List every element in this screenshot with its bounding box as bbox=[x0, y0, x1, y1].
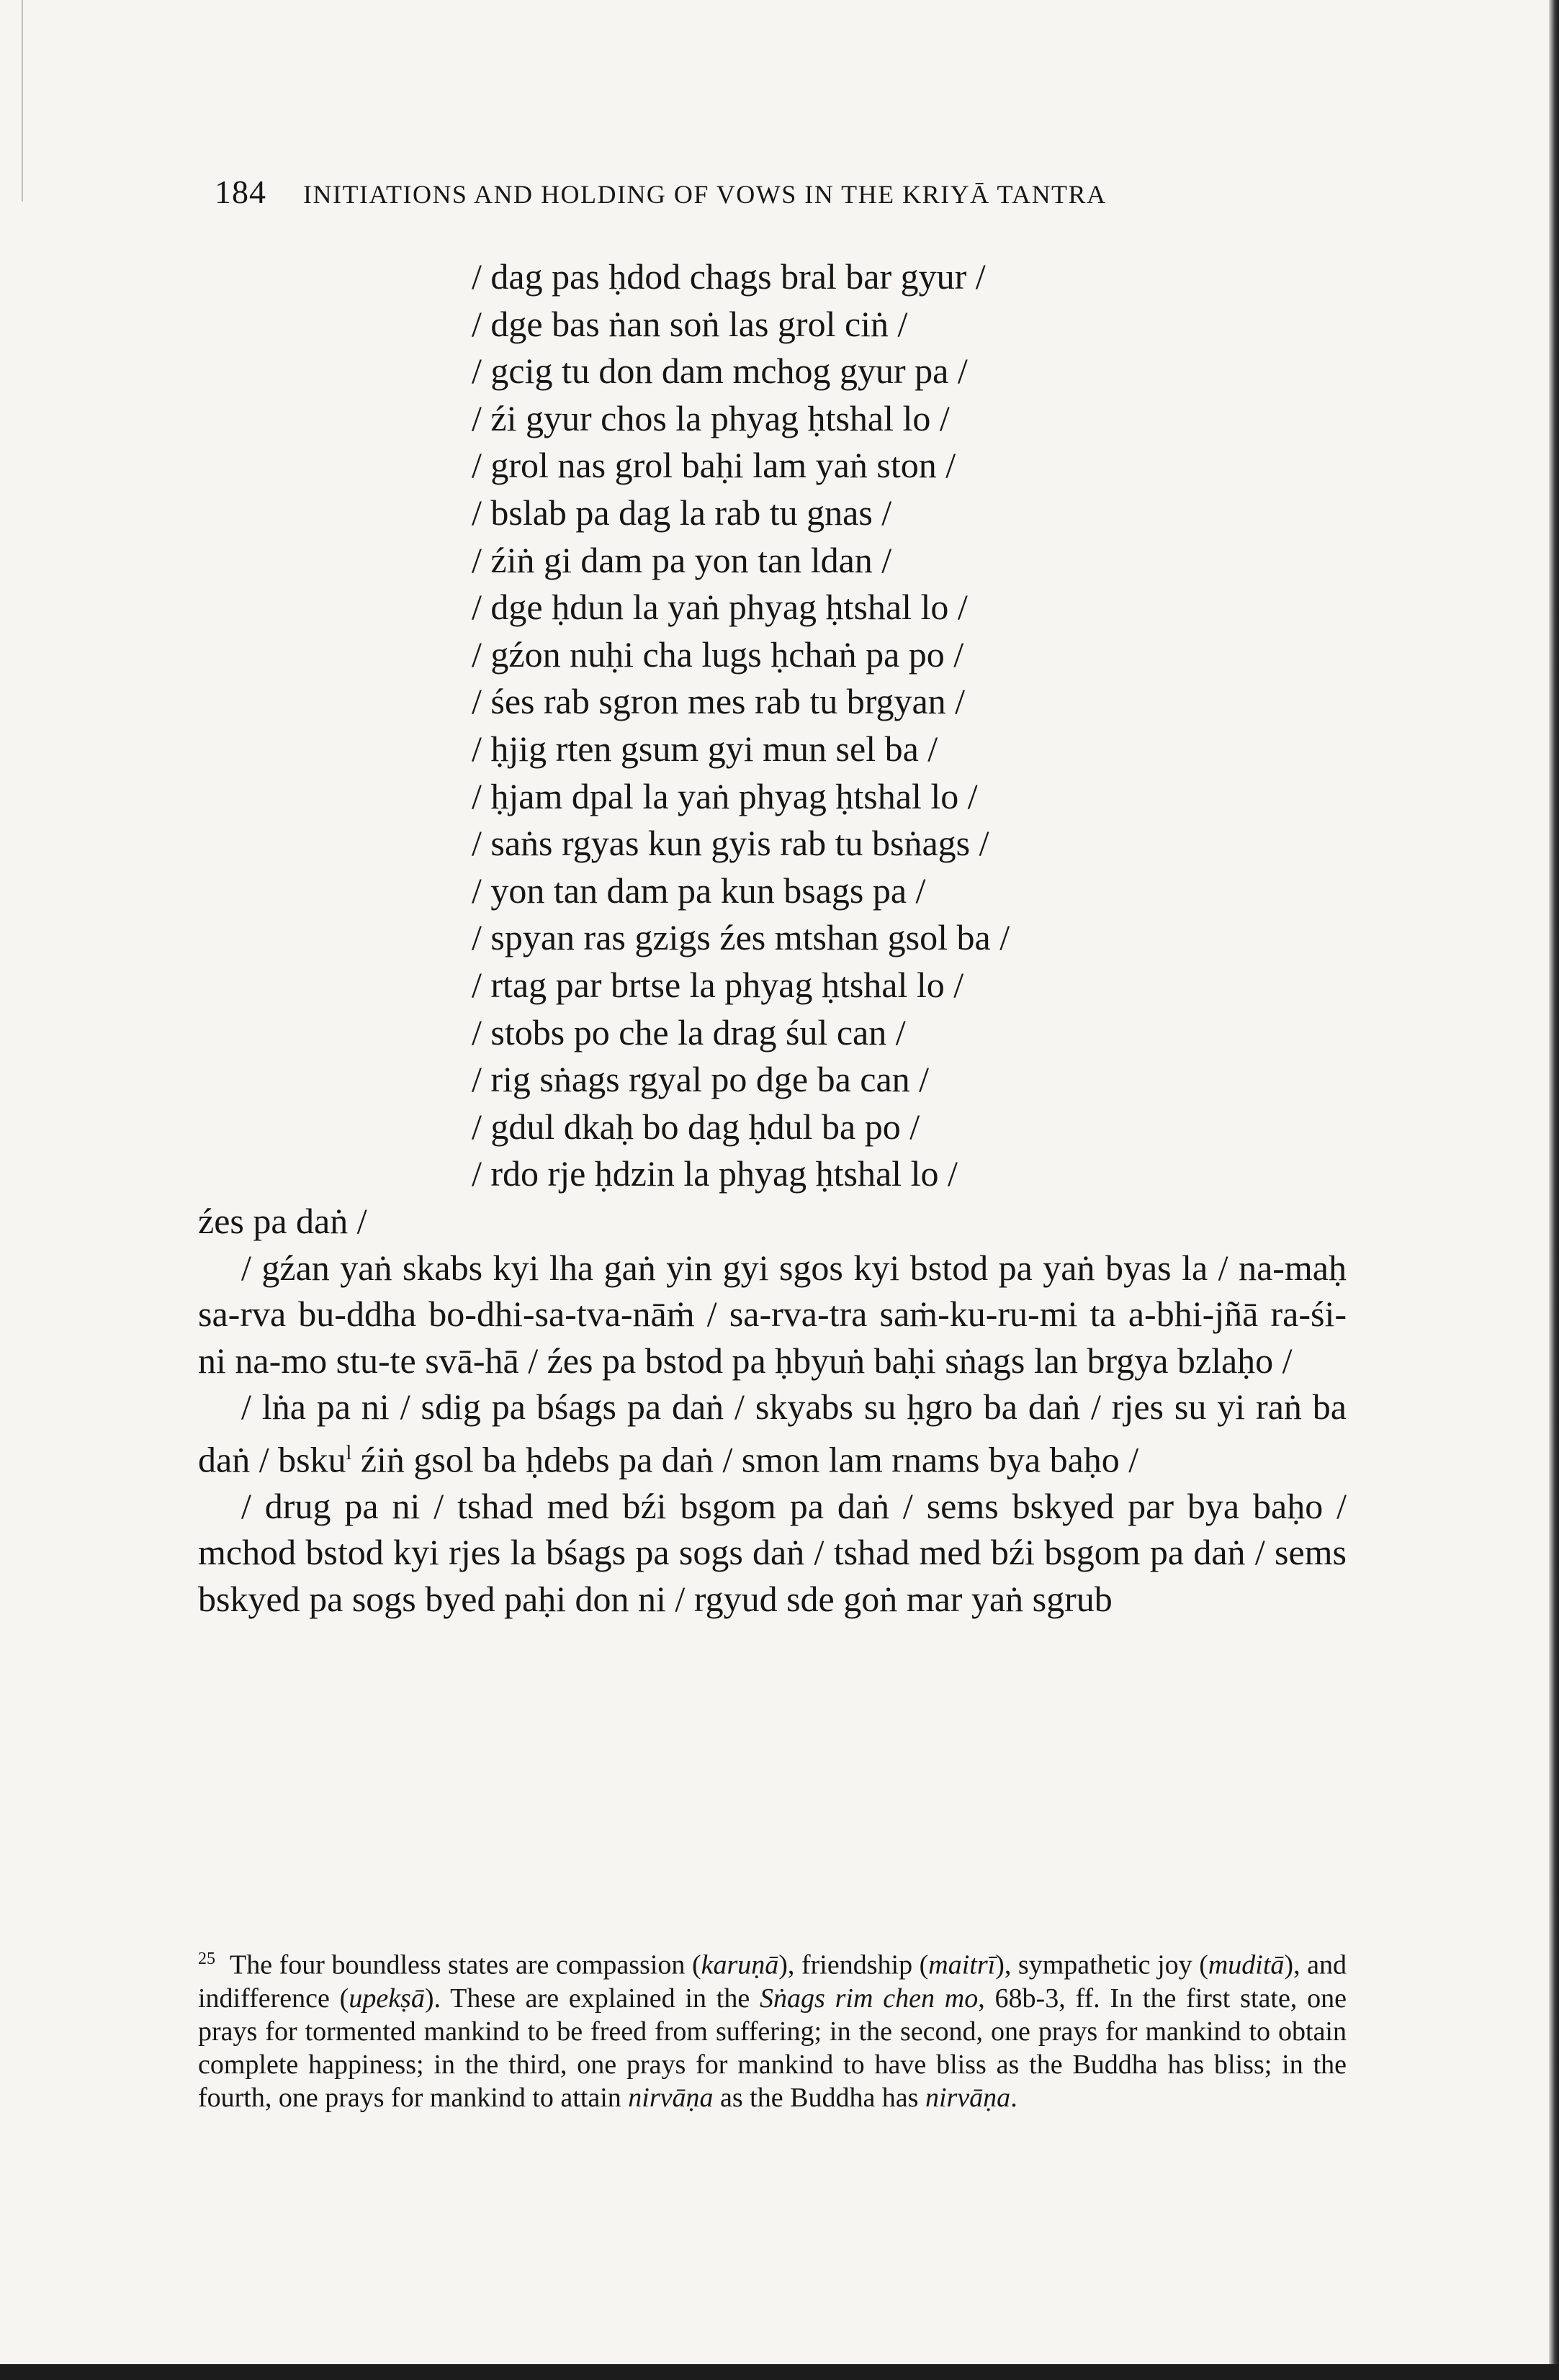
verse-line: / grol nas grol baḥi lam yaṅ ston / bbox=[472, 445, 956, 486]
verse-line: / śes rab sgron mes rab tu brgyan / bbox=[472, 681, 966, 722]
verse-line: / rdo rje ḥdzin la phyag ḥtshal lo / bbox=[472, 1153, 958, 1194]
verse-line: / gźon nuḥi cha lugs ḥchaṅ pa po / bbox=[472, 634, 964, 675]
paragraph-2: / gźan yaṅ skabs kyi lha gaṅ yin gyi sgos kyi bstod pa yaṅ byas la / na-maḥ sa-rva bu-ddha bo-dhi-sa-tva-nāṁ / sa-rva-tra saṁ-ku-ru-mi ta a-bhi-jñā ra-śi-ni na-mo stu-te svā-hā / źes pa bstod pa ḥbyuṅ baḥi sṅags lan brgya bzlaḥo / bbox=[198, 1247, 1347, 1381]
fn-term-mudita: muditā bbox=[1208, 1949, 1285, 1980]
fn-term-nirvana-1: nirvāṇa bbox=[628, 2082, 714, 2113]
verse-line: / ḥjig rten gsum gyi mun sel ba / bbox=[472, 728, 938, 769]
verse-line: / dge bas ṅan soṅ las grol ciṅ / bbox=[472, 303, 908, 344]
verse-line: / spyan ras gzigs źes mtshan gsol ba / bbox=[472, 917, 1010, 958]
footnote bbox=[198, 1942, 1347, 2114]
fn-seg-7: as the Buddha has bbox=[713, 2082, 925, 2113]
fn-seg-5: ). These are explained in the bbox=[424, 1983, 760, 2014]
verse-line: / saṅs rgyas kun gyis rab tu bsṅags / bbox=[472, 823, 989, 864]
verse-line: / źi gyur chos la phyag ḥtshal lo / bbox=[472, 397, 950, 438]
verse-line: / dge ḥdun la yaṅ phyag ḥtshal lo / bbox=[472, 587, 968, 628]
verse-line: / stobs po che la drag śul can / bbox=[472, 1011, 906, 1052]
fn-title-sngags-rim: Sṅags rim chen mo bbox=[760, 1983, 979, 2014]
fn-term-nirvana-2: nirvāṇa bbox=[925, 2082, 1011, 2113]
superscript-mark: l bbox=[346, 1441, 352, 1464]
paragraph-4: / drug pa ni / tshad med bźi bsgom pa daṅ / sems bskyed par bya baḥo / mchod bstod kyi rjes la bśags pa sogs daṅ / tshad med bźi bsgom pa daṅ / sems bskyed pa sogs byed paḥi don ni / rgyud sde goṅ mar yaṅ sgrub bbox=[198, 1485, 1347, 1619]
prose-block bbox=[198, 1198, 1347, 1622]
paragraph-3-text-b: źiṅ gsol ba ḥdebs pa daṅ / smon lam rnams bya baḥo / bbox=[351, 1439, 1139, 1480]
fn-seg-1: The four boundless states are compassion ( bbox=[230, 1949, 701, 1980]
running-head bbox=[215, 173, 1367, 211]
verse-line: / gcig tu don dam mchog gyur pa / bbox=[472, 351, 968, 392]
verse-line: / rig sṅags rgyal po dge ba can / bbox=[472, 1059, 930, 1100]
fn-term-karuna: karuṇā bbox=[701, 1949, 779, 1980]
verse-line: / gdul dkaḥ bo dag ḥdul ba po / bbox=[472, 1106, 920, 1147]
verse-block bbox=[472, 253, 1336, 1198]
paragraph-1: źes pa daṅ / bbox=[198, 1201, 367, 1241]
scan-edge-left bbox=[22, 0, 23, 202]
scan-edge-bottom bbox=[0, 2364, 1559, 2380]
fn-seg-4: ), and indifference ( bbox=[198, 1949, 1347, 2014]
footnote-text bbox=[198, 1942, 1347, 2114]
fn-term-maitri: maitrī bbox=[928, 1949, 996, 1980]
verse-line: / ḥjam dpal la yaṅ phyag ḥtshal lo / bbox=[472, 775, 978, 816]
scan-edge-right bbox=[1549, 0, 1559, 2380]
footnote-number: 25 bbox=[198, 1949, 215, 1968]
running-title: INITIATIONS AND HOLDING OF VOWS IN THE KRIYĀ TANTRA bbox=[303, 180, 1107, 209]
fn-seg-8: . bbox=[1010, 2082, 1017, 2113]
verse-line: / yon tan dam pa kun bsags pa / bbox=[472, 870, 926, 911]
verse-line: / źiṅ gi dam pa yon tan ldan / bbox=[472, 539, 892, 580]
verse-line: / rtag par brtse la phyag ḥtshal lo / bbox=[472, 964, 964, 1005]
page-number: 184 bbox=[215, 173, 266, 210]
fn-seg-3: ), sympathetic joy ( bbox=[995, 1949, 1208, 1980]
fn-term-upeksa: upekṣā bbox=[349, 1983, 425, 2014]
paragraph-3 bbox=[198, 1384, 1347, 1483]
paragraph-3-text-a: / lṅa pa ni / sdig pa bśags pa daṅ / skyabs su ḥgro ba daṅ / rjes su yi raṅ ba daṅ / bsku bbox=[198, 1387, 1347, 1480]
fn-seg-6: , 68b-3, ff. In the first state, one prays for tormented mankind to be freed from suffering; in the second, one prays for mankind to obtain complete happiness; in the third, one prays for mankind to have bliss as the Buddha has bliss; in the fourth, one prays for mankind to attain bbox=[198, 1983, 1347, 2113]
verse-line: / bslab pa dag la rab tu gnas / bbox=[472, 492, 892, 533]
fn-seg-2: ), friendship ( bbox=[778, 1949, 929, 1980]
verse-line: / dag pas ḥdod chags bral bar gyur / bbox=[472, 256, 986, 297]
